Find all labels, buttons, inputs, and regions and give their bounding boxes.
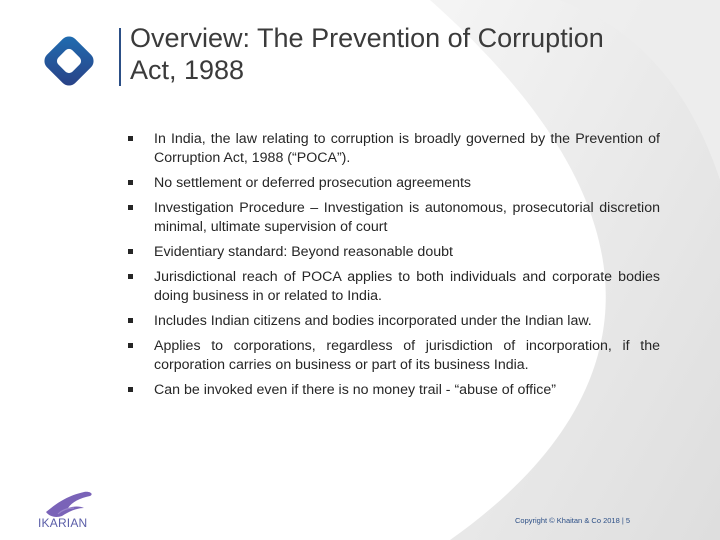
bullet-text: No settlement or deferred prosecution agreements [154,175,472,191]
square-bullet-icon [128,136,133,141]
diamond-logo-icon [38,30,100,92]
bullet-item [148,381,660,400]
footer-brand: IKARIAN [38,516,88,530]
bullet-text: Includes Indian citizens and bodies incorporated under the Indian law. [154,313,592,329]
square-bullet-icon [128,274,133,279]
bullet-text: Investigation Procedure – Investigation is autonomous, prosecutorial discretion minimal, ultimate supervision of court [154,200,660,235]
bullet-item [148,312,660,331]
bullet-item [148,174,660,193]
copyright-text: Copyright © Khaitan & Co 2018 | 5 [515,516,631,525]
slide-title: Overview: The Prevention of Corruption Act, 1988 [130,23,604,85]
bullet-text: Applies to corporations, regardless of jurisdiction of incorporation, if the corporation carries on business or part of its business India. [154,338,660,373]
square-bullet-icon [128,343,133,348]
bullet-item [148,243,660,262]
bullet-text: Can be invoked even if there is no money trail - “abuse of office” [154,382,556,398]
bullet-item [148,130,660,168]
square-bullet-icon [128,205,133,210]
square-bullet-icon [128,387,133,392]
square-bullet-icon [128,318,133,323]
bullet-item [148,268,660,306]
bullet-text: Evidentiary standard: Beyond reasonable doubt [154,244,453,260]
square-bullet-icon [128,180,133,185]
bullet-text: Jurisdictional reach of POCA applies to both individuals and corporate bodies doing business in or related to India. [154,269,660,304]
bullet-item [148,337,660,375]
bullet-list [148,130,660,406]
title-divider [119,28,121,86]
bullet-item [148,199,660,237]
square-bullet-icon [128,249,133,254]
bullet-text: In India, the law relating to corruption is broadly governed by the Prevention of Corruption Act, 1988 (“POCA”). [154,131,660,166]
